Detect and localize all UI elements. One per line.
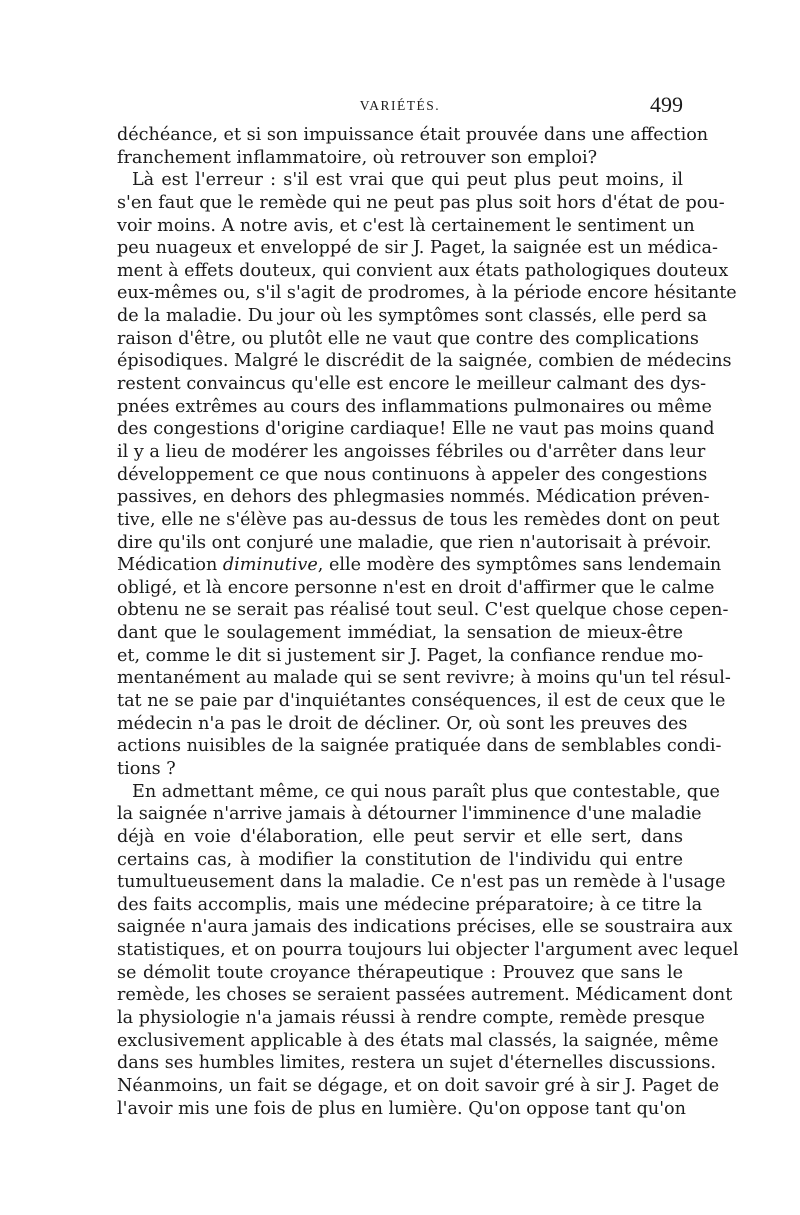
- text-line: et, comme le dit si justement sir J. Paget, la confiance rendue mo-: [117, 645, 704, 666]
- text-line: s'en faut que le remède qui ne peut pas plus soit hors d'état de pou-: [117, 192, 725, 213]
- text-line: médecin n'a pas le droit de décliner. Or, où sont les preuves des: [117, 713, 688, 734]
- text-line: obligé, et là encore personne n'est en droit d'affirmer que le calme: [117, 577, 715, 598]
- text-line: restent convaincus qu'elle est encore le meilleur calmant des dys-: [117, 374, 707, 395]
- text-line: tions ?: [117, 758, 176, 779]
- text-line: des congestions d'origine cardiaque! Elle ne vaut pas moins quand: [117, 419, 715, 440]
- running-head: [117, 92, 683, 122]
- text-line: En admettant même, ce qui nous paraît plus que contestable, que: [132, 781, 720, 802]
- text-line: raison d'être, ou plutôt elle ne vaut que contre des complications: [117, 328, 699, 349]
- text-line: franchement inflammatoire, où retrouver son emploi?: [117, 147, 598, 168]
- text-line: mentanément au malade qui se sent revivre; à moins qu'un tel résul-: [117, 668, 731, 689]
- text-line: ment à effets douteux, qui convient aux états pathologiques douteux: [117, 260, 729, 281]
- body-text: [117, 124, 739, 1120]
- page-number: 499: [650, 92, 683, 117]
- text-segment: , elle modère des symptômes sans lendemain: [317, 555, 722, 576]
- text-line: Là est l'erreur : s'il est vrai que qui peut plus peut moins, il: [132, 170, 683, 191]
- text-line: pnées extrêmes au cours des inflammations pulmonaires ou même: [117, 396, 712, 417]
- text-line: dans ses humbles limites, restera un sujet d'éternelles discussions.: [117, 1053, 717, 1074]
- text-line: exclusivement applicable à des états mal classés, la saignée, même: [117, 1030, 719, 1051]
- text-line: la saignée n'arrive jamais à détourner l'imminence d'une maladie: [117, 804, 702, 825]
- italic-term: diminutive: [222, 555, 318, 576]
- text-line: passives, en dehors des phlegmasies nommés. Médication préven-: [117, 487, 710, 508]
- text-line: Néanmoins, un fait se dégage, et on doit savoir gré à sir J. Paget de: [117, 1075, 720, 1096]
- text-line: tumultueusement dans la maladie. Ce n'est pas un remède à l'usage: [117, 872, 726, 893]
- text-line: voir moins. A notre avis, et c'est là certainement le sentiment un: [117, 215, 695, 236]
- text-segment: Médication: [117, 555, 223, 576]
- text-line: obtenu ne se serait pas réalisé tout seul. C'est quelque chose cepen-: [117, 600, 729, 621]
- text-line: actions nuisibles de la saignée pratiquée dans de semblables condi-: [117, 736, 722, 757]
- text-line: se démolit toute croyance thérapeutique : Prouvez que sans le: [117, 962, 683, 983]
- text-line: des faits accomplis, mais une médecine préparatoire; à ce titre la: [117, 894, 703, 915]
- text-line: l'avoir mis une fois de plus en lumière. Qu'on oppose tant qu'on: [117, 1098, 686, 1119]
- text-line: peu nuageux et enveloppé de sir J. Paget, la saignée est un médica-: [117, 238, 718, 259]
- text-line: dire qu'ils ont conjuré une maladie, que rien n'autorisait à prévoir.: [117, 532, 712, 553]
- text-line: il y a lieu de modérer les angoisses fébriles ou d'arrêter dans leur: [117, 441, 706, 462]
- text-line: la physiologie n'a jamais réussi à rendre compte, remède presque: [117, 1007, 705, 1028]
- text-line: dant que le soulagement immédiat, la sensation de mieux-être: [117, 623, 683, 644]
- text-line: remède, les choses se seraient passées autrement. Médicament dont: [117, 985, 733, 1006]
- text-line: développement ce que nous continuons à appeler des congestions: [117, 464, 708, 485]
- text-line: eux-mêmes ou, s'il s'agit de prodromes, à la période encore hésitante: [117, 283, 737, 304]
- text-line: [117, 554, 722, 577]
- text-line: de la maladie. Du jour où les symptômes sont classés, elle perd sa: [117, 306, 708, 327]
- text-line: statistiques, et on pourra toujours lui objecter l'argument avec lequel: [117, 940, 739, 961]
- text-line: tat ne se paie par d'inquiétantes conséquences, il est de ceux que le: [117, 691, 726, 712]
- text-line: tive, elle ne s'élève pas au-dessus de tous les remèdes dont on peut: [117, 509, 720, 530]
- running-title: VARIÉTÉS.: [359, 98, 441, 113]
- text-line: certains cas, à modifier la constitution de l'individu qui entre: [117, 849, 683, 870]
- text-line: saignée n'aura jamais des indications précises, elle se soustraira aux: [117, 917, 733, 938]
- text-line: épisodiques. Malgré le discrédit de la saignée, combien de médecins: [117, 351, 732, 372]
- text-line: déjà en voie d'élaboration, elle peut servir et elle sert, dans: [117, 826, 683, 847]
- text-line: déchéance, et si son impuissance était prouvée dans une affection: [117, 125, 709, 145]
